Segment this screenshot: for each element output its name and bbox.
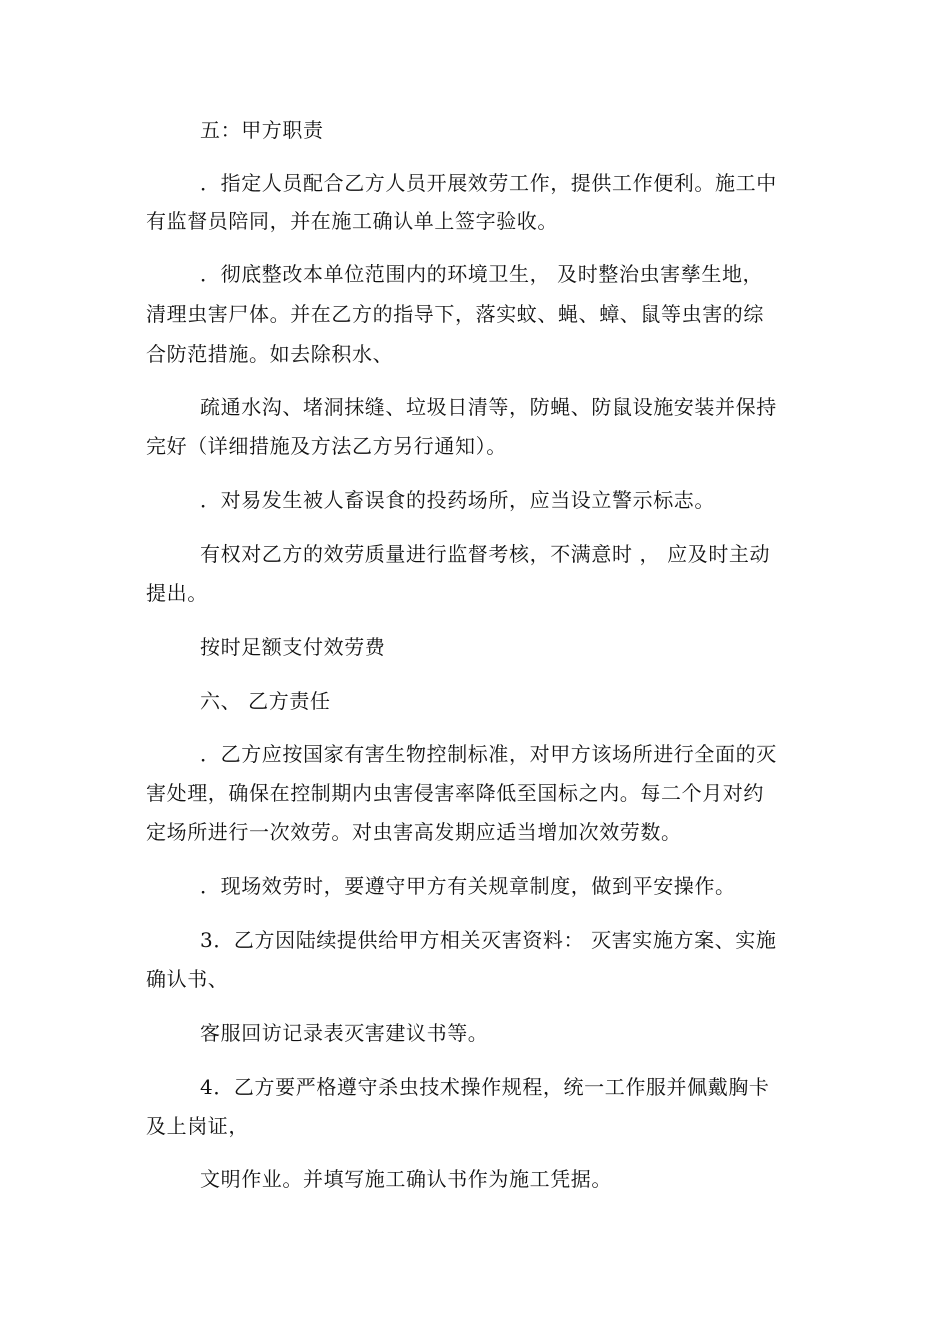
paragraph-line: 及上岗证， xyxy=(146,1114,249,1138)
paragraph-line: 有权对乙方的效劳质量进行监督考核，不满意时 ， 应及时主动 xyxy=(200,542,771,566)
paragraph-line: ．彻底整改本单位范围内的环境卫生， 及时整治虫害孳生地， xyxy=(200,262,764,286)
paragraph-line: 完好（详细措施及方法乙方另行通知）。 xyxy=(146,434,507,458)
paragraph-line: ．对易发生被人畜误食的投药场所，应当设立警示标志。 xyxy=(200,488,715,512)
paragraph-line: 疏通水沟、堵洞抹缝、垃圾日清等，防蝇、防鼠设施安装并保持 xyxy=(200,395,777,419)
paragraph-line: 清理虫害尸体。并在乙方的指导下，落实蚊、蝇、蟑、鼠等虫害的综 xyxy=(146,302,764,326)
paragraph-line: ．乙方应按国家有害生物控制标准，对甲方该场所进行全面的灭 xyxy=(200,742,777,766)
paragraph-line: ．指定人员配合乙方人员开展效劳工作，提供工作便利。施工中 xyxy=(200,171,777,195)
paragraph-line: 有监督员陪同，并在施工确认单上签字验收。 xyxy=(146,209,558,233)
paragraph-line: 提出。 xyxy=(146,581,208,605)
paragraph-line: ．现场效劳时，要遵守甲方有关规章制度，做到平安操作。 xyxy=(200,874,736,898)
section-heading-party-b-duties: 六、 乙方责任 xyxy=(200,689,331,713)
section-heading-party-a-duties: 五：甲方职责 xyxy=(200,118,324,142)
paragraph-line: 4．乙方要严格遵守杀虫技术操作规程，统一工作服并佩戴胸卡 xyxy=(200,1075,770,1099)
paragraph-line: 文明作业。并填写施工确认书作为施工凭据。 xyxy=(200,1167,612,1191)
paragraph-line: 3．乙方因陆续提供给甲方相关灭害资料： 灭害实施方案、实施 xyxy=(200,928,777,952)
paragraph-line: 确认书、 xyxy=(146,967,229,991)
paragraph-line: 客服回访记录表灭害建议书等。 xyxy=(200,1021,489,1045)
paragraph-line: 定场所进行一次效劳。对虫害高发期应适当增加次效劳数。 xyxy=(146,820,682,844)
paragraph-line: 合防范措施。如去除积水、 xyxy=(146,342,394,366)
paragraph-line: 按时足额支付效劳费 xyxy=(200,635,386,659)
paragraph-line: 害处理，确保在控制期内虫害侵害率降低至国标之内。每二个月对约 xyxy=(146,781,764,805)
